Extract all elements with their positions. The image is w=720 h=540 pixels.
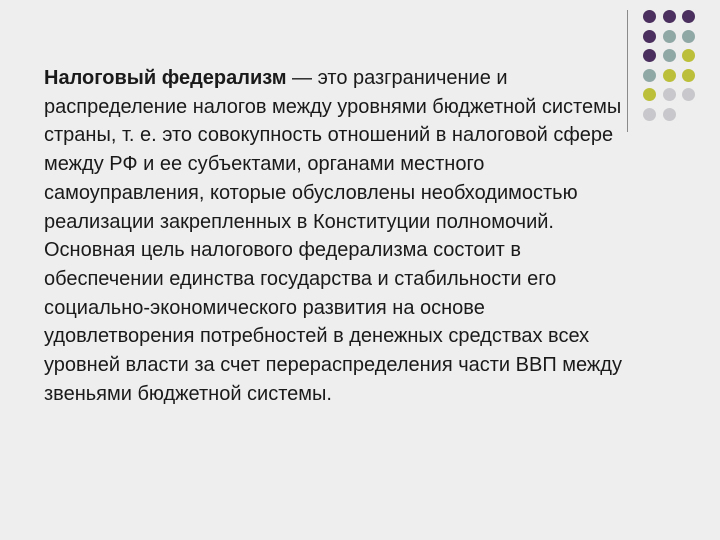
decor-dot-teal xyxy=(682,30,695,43)
decor-dot-olive xyxy=(663,69,676,82)
decor-dot-purple xyxy=(663,10,676,23)
decor-dot-purple xyxy=(643,49,656,62)
decor-dot-purple xyxy=(643,10,656,23)
decor-dot-gray xyxy=(643,108,656,121)
decor-dot-gray xyxy=(663,108,676,121)
decor-dot-teal xyxy=(663,30,676,43)
goal-paragraph: Основная цель налогового федерализма состоит в обеспечении единства государства и стабильности его социально-экономического развития на основе удовлетворения потребностей в денежных средствах всех уровней власти за счет перераспределения части ВВП между звеньями бюджетной системы. xyxy=(44,239,622,405)
decor-dot-teal xyxy=(663,49,676,62)
decor-dot-teal xyxy=(643,69,656,82)
term-heading: Налоговый федерализм xyxy=(44,67,287,89)
decor-dot-purple xyxy=(643,30,656,43)
decor-dot-purple xyxy=(682,10,695,23)
decor-dot-gray xyxy=(682,88,695,101)
decor-dot-olive xyxy=(643,88,656,101)
decor-dot-olive xyxy=(682,69,695,82)
decor-dot-olive xyxy=(682,49,695,62)
definition-paragraph xyxy=(44,64,634,236)
decor-dot-gray xyxy=(663,88,676,101)
slide-body xyxy=(44,64,634,408)
definition-text: — это разграничение и распределение налогов между уровнями бюджетной системы страны, т. е. это совокупность отношений в налоговой сфере между РФ и ее субъектами, органами местного самоуправления, которые обусловлены необходимостью реализации закрепленных в Конституции полномочий. xyxy=(44,67,622,233)
